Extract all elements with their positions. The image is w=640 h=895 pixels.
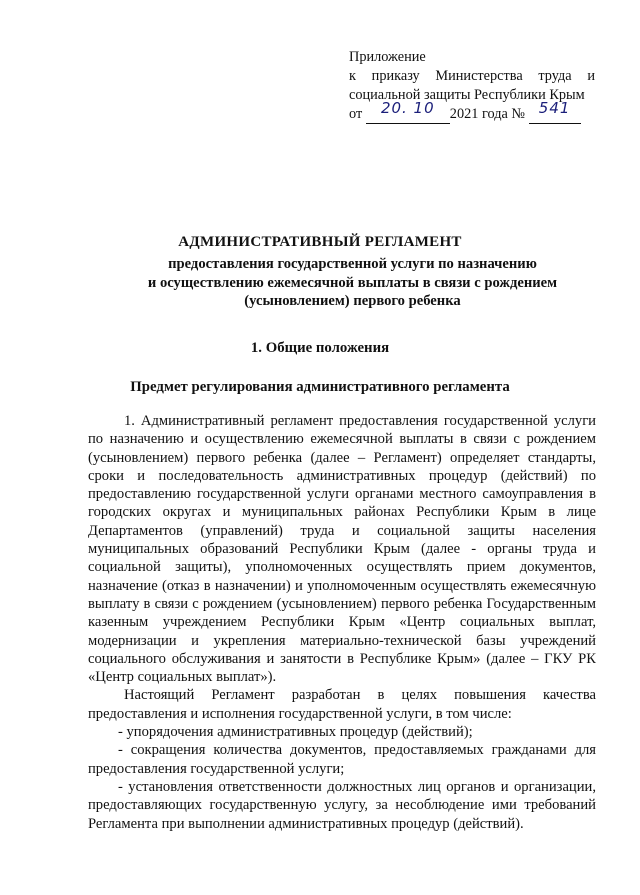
- subsection-heading: Предмет регулирования административного регламента: [130, 379, 510, 395]
- appendix-ministry-line: социальной защиты Республики Крым: [349, 87, 585, 103]
- document-body: [88, 412, 596, 833]
- date-year-label: 2021 года №: [449, 106, 526, 122]
- date-prefix: от: [349, 106, 363, 122]
- subtitle-line-1: предоставления государственной услуги по назначению: [168, 256, 537, 272]
- document-title: АДМИНИСТРАТИВНЫЙ РЕГЛАМЕНТ: [178, 234, 462, 250]
- section-heading: 1. Общие положения: [250, 340, 390, 356]
- subtitle-line-2: и осуществлению ежемесячной выплаты в связи с рождением: [147, 274, 558, 291]
- list-item-3: - установления ответственности должностных лиц органов и организации, предоставляющих государственную услугу, за несоблюдение ими требований Регламента при выполнении административных процедур (действий).: [88, 778, 596, 832]
- list-item-1: - упорядочения административных процедур (действий);: [118, 724, 473, 741]
- paragraph-2: Настоящий Регламент разработан в целях повышения качества предоставления и исполнения государственной услуги, в том числе:: [88, 687, 596, 722]
- appendix-label: Приложение: [349, 49, 426, 65]
- appendix-date-line: [349, 99, 595, 124]
- list-item-2: - сокращения количества документов, предоставляемых гражданами для предоставления государственной услуги;: [88, 742, 596, 777]
- appendix-order-line: к приказу Министерства труда и: [349, 68, 595, 84]
- document-subtitle: [140, 255, 565, 311]
- paragraph-1: 1. Административный регламент предоставления государственной услуги по назначению и осуществлению ежемесячной выплаты в связи с рождением (усыновлением) первого ребенка (далее – Регламент) определяет стандарты, сроки и последовательность административных процедур (действий) по предоставлению государственной услуги органами местного самоуправления в городских округах и муниципальных районах Республики Крым в лице Департаментов (управлений) труда и социальной защиты населения муниципальных образований Республики Крым (далее - органы труда и социальной защиты), уполномоченных осуществлять прием документов, назначение (отказ в назначении) и уполномоченным осуществлять ежемесячную выплату в связи с рождением (усыновлением) первого ребенка Государственным казенным учреждением Республики Крым «Центр социальных выплат, модернизации и укрепления материально-технической базы учреждений социального обслуживания и занятости в Республике Крым» (далее – ГКУ РК «Центр социальных выплат»).: [88, 413, 596, 686]
- handwritten-number: 541: [538, 99, 571, 117]
- appendix-block: [349, 48, 595, 124]
- number-field: [529, 99, 581, 124]
- date-field: [366, 99, 450, 124]
- handwritten-date: 20. 10: [380, 99, 435, 117]
- subtitle-line-3: (усыновлением) первого ребенка: [244, 293, 461, 309]
